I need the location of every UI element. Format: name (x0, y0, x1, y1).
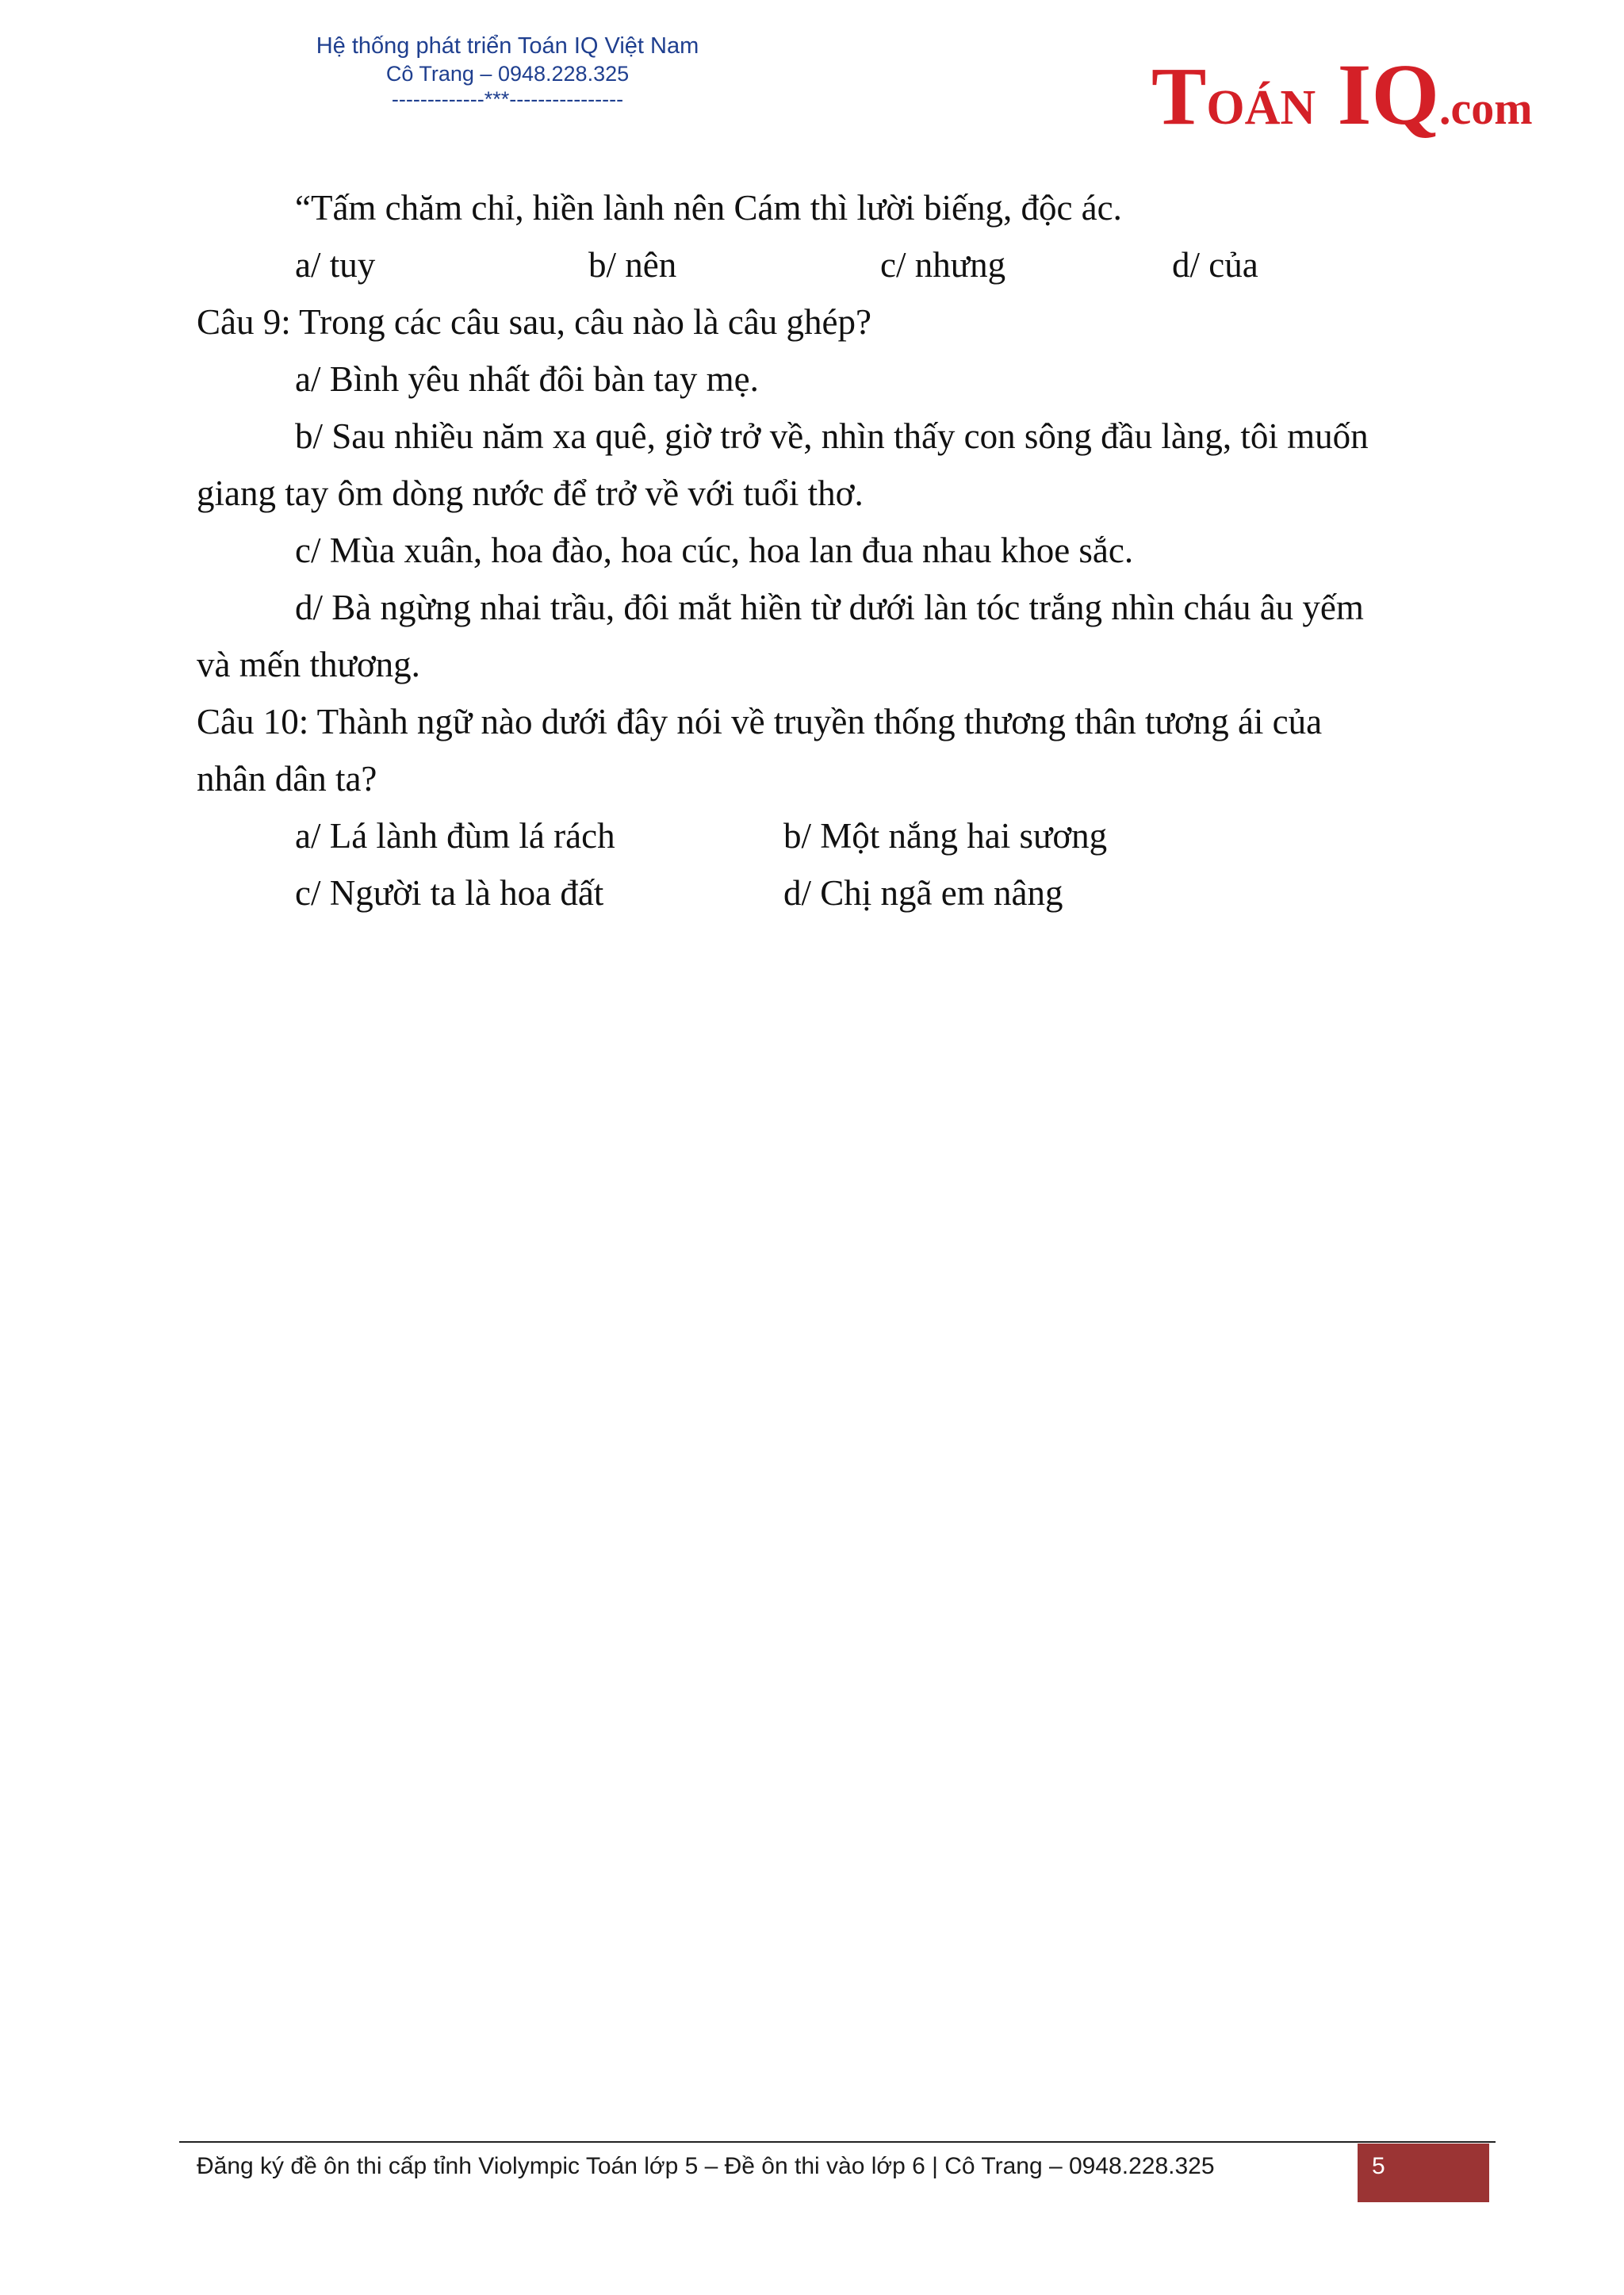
footer-divider (179, 2141, 1496, 2143)
q9-option-d-line1: d/ Bà ngừng nhai trầu, đôi mắt hiền từ dưới làn tóc trắng nhìn cháu âu yếm (295, 588, 1364, 627)
q10-title-line1: Câu 10: Thành ngữ nào dưới đây nói về truyền thống thương thân tương ái của (197, 702, 1323, 741)
q9-option-d-line2: và mến thương. (197, 645, 420, 684)
q8-sentence: “Tấm chăm chỉ, hiền lành nên Cám thì lười biếng, độc ác. (295, 188, 1122, 228)
q10-option-c: c/ Người ta là hoa đất (295, 873, 604, 913)
header-contact: Cô Trang – 0948.228.325 (385, 62, 630, 86)
logo-com: .com (1439, 82, 1533, 134)
logo-t: T (1151, 51, 1207, 142)
logo-iq: IQ (1316, 46, 1440, 143)
q8-option-d: d/ của (1172, 245, 1258, 285)
q9-option-a: a/ Bình yêu nhất đôi bàn tay mẹ. (295, 359, 759, 399)
q10-title-line2: nhân dân ta? (197, 759, 377, 799)
q9-option-c: c/ Mùa xuân, hoa đào, hoa cúc, hoa lan đua nhau khoe sắc. (295, 531, 1134, 570)
footer-text: Đăng ký đề ôn thi cấp tỉnh Violympic Toán lớp 5 – Đề ôn thi vào lớp 6 | Cô Trang – 0948.228.325 (197, 2153, 1215, 2179)
toaniq-logo (1151, 44, 1533, 143)
header-block (293, 32, 722, 111)
q8-option-b: b/ nên (588, 245, 677, 285)
header-org: Hệ thống phát triển Toán IQ Việt Nam (316, 33, 699, 59)
q9-title: Câu 9: Trong các câu sau, câu nào là câu ghép? (197, 302, 871, 342)
q10-option-d: d/ Chị ngã em nâng (783, 873, 1063, 913)
q10-option-b: b/ Một nắng hai sương (783, 816, 1108, 856)
q9-option-b-line2: giang tay ôm dòng nước để trở về với tuổi thơ. (197, 473, 864, 513)
header-divider: -------------***---------------- (391, 87, 624, 111)
q9-option-b-line1: b/ Sau nhiều năm xa quê, giờ trở về, nhìn thấy con sông đầu làng, tôi muốn (295, 416, 1369, 456)
q10-option-a: a/ Lá lành đùm lá rách (295, 816, 615, 856)
q8-option-a: a/ tuy (295, 245, 376, 285)
q8-option-c: c/ nhưng (880, 245, 1006, 285)
page-number: 5 (1372, 2153, 1385, 2179)
logo-oan: OÁN (1206, 81, 1316, 135)
